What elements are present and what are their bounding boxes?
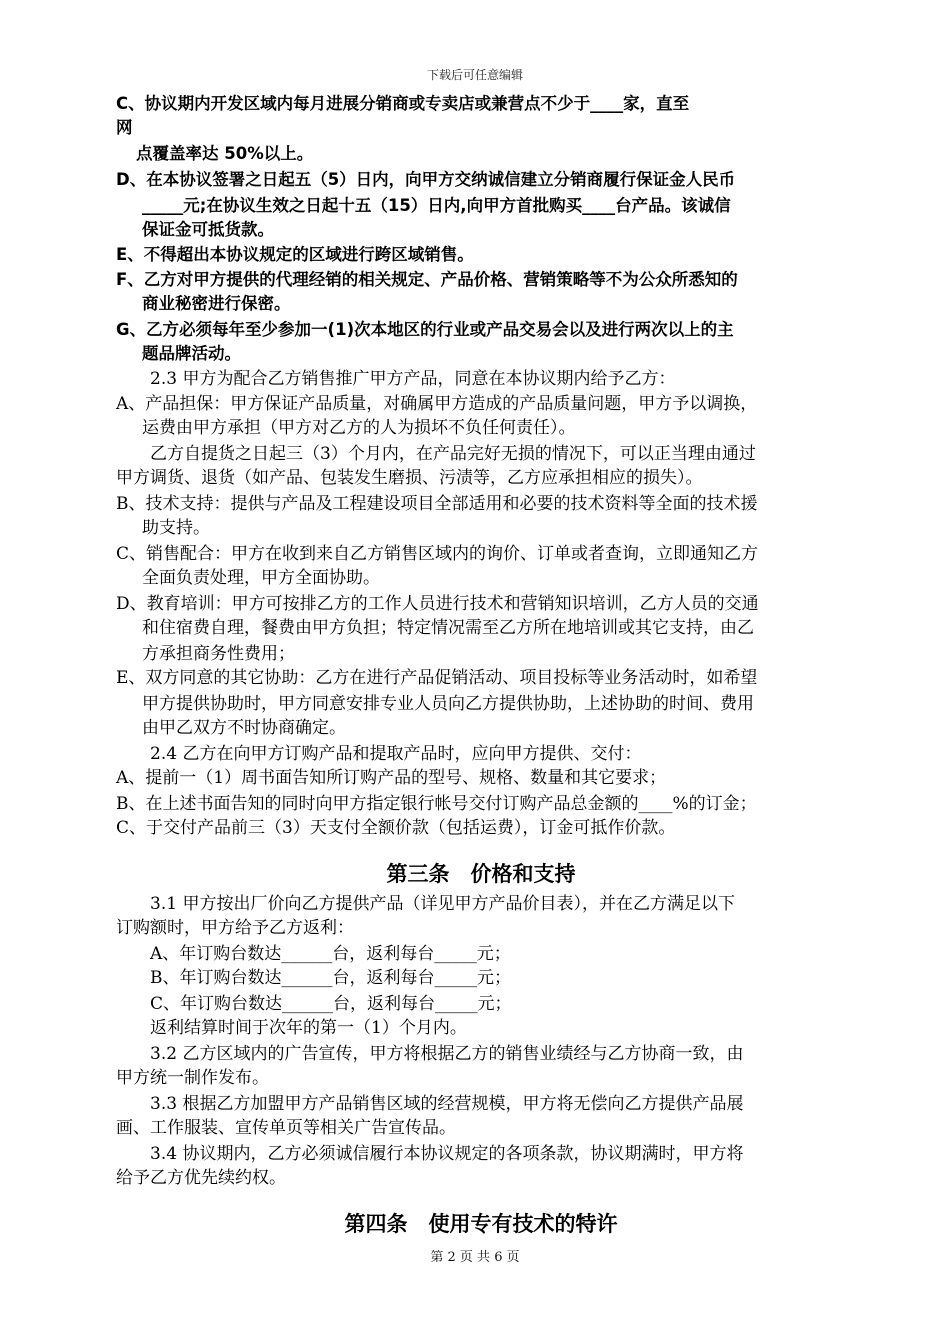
item-2-4-b: B、在上述书面告知的同时向甲方指定银行帐号交付订购产品总金额的____%的订金； bbox=[116, 794, 757, 814]
clause-f-line-1: F、乙方对甲方提供的代理经销的相关规定、产品价格、营销策略等不为公众所悉知的 bbox=[116, 270, 738, 289]
item-d-line-1: D、教育培训：甲方可按排乙方的工作人员进行技术和营销知识培训，乙方人员的交通 bbox=[116, 594, 759, 614]
item-e-line-1: E、双方同意的其它协助：乙方在进行产品促销活动、项目投标等业务活动时，如希望 bbox=[116, 668, 758, 688]
clause-f-line-2: 商业秘密进行保密。 bbox=[142, 294, 291, 313]
item-2-4-a: A、提前一（1）周书面告知所订购产品的型号、规格、数量和其它要求； bbox=[116, 768, 667, 788]
clause-d-line-1: D、在本协议签署之日起五（5）日内，向甲方交纳诚信建立分销商履行保证金人民币 bbox=[116, 170, 736, 189]
section-3-2-line-1: 3.2 乙方区域内的广告宣传，甲方将根据乙方的销售业绩经与乙方协商一致，由 bbox=[150, 1044, 744, 1064]
item-e-line-2: 甲方提供协助时，甲方同意安排专业人员向乙方提供协助，上述协助的时间、费用 bbox=[142, 694, 754, 714]
item-b-line-2: 助支持。 bbox=[142, 518, 210, 538]
section-3-4-line-2: 给予乙方优先续约权。 bbox=[116, 1168, 286, 1188]
clause-d-line-3: 保证金可抵货款。 bbox=[142, 220, 274, 239]
item-e-line-3: 由甲乙双方不时协商确定。 bbox=[142, 718, 346, 738]
section-3-1-line-2: 订购额时，甲方给予乙方返利： bbox=[116, 918, 354, 938]
item-a-line-4: 甲方调货、退货（如产品、包装发生磨损、污渍等，乙方应承担相应的损失）。 bbox=[116, 468, 703, 488]
rebate-tier-b: B、年订购台数达______台，返利每台_____元； bbox=[150, 968, 511, 988]
section-3-1-line-1: 3.1 甲方按出厂价向乙方提供产品（详见甲方产品价目表），并在乙方满足以下 bbox=[150, 894, 735, 914]
section-2-3-intro: 2.3 甲方为配合乙方销售推广甲方产品，同意在本协议期内给予乙方： bbox=[150, 369, 676, 389]
item-d-line-3: 方承担商务性费用； bbox=[142, 644, 295, 664]
rebate-tier-a: A、年订购台数达______台，返利每台_____元； bbox=[150, 944, 511, 964]
rebate-settlement: 返利结算时间于次年的第一（1）个月内。 bbox=[150, 1018, 467, 1038]
clause-e-line-1: E、不得超出本协议规定的区域进行跨区域销售。 bbox=[116, 245, 474, 264]
clause-d-line-2: _____元;在协议生效之日起十五（15）日内,向甲方首批购买____台产品。该诚信 bbox=[142, 196, 731, 215]
article-4-heading: 第四条 使用专有技术的特许 bbox=[344, 1212, 618, 1236]
item-d-line-2: 和住宿费自理，餐费由甲方负担；特定情况需至乙方所在地培训或其它支持，由乙 bbox=[142, 618, 754, 638]
section-2-4-intro: 2.4 乙方在向甲方订购产品和提取产品时，应向甲方提供、交付： bbox=[150, 744, 642, 764]
page-header: 下载后可任意编辑 bbox=[426, 68, 523, 82]
section-3-2-line-2: 甲方统一制作发布。 bbox=[116, 1068, 269, 1088]
clause-g-line-1: G、乙方必须每年至少参加一(1)次本地区的行业或产品交易会以及进行两次以上的主 bbox=[116, 320, 734, 339]
clause-c-line-1: C、协议期内开发区域内每月进展分销商或专卖店或兼营点不少于____家，直至 bbox=[116, 94, 690, 113]
section-3-4-line-1: 3.4 协议期内，乙方必须诚信履行本协议规定的各项条款，协议期满时，甲方将 bbox=[150, 1144, 744, 1164]
clause-g-line-2: 题品牌活动。 bbox=[142, 344, 241, 363]
clause-c-line-2: 网 bbox=[116, 118, 133, 137]
item-b-line-1: B、技术支持：提供与产品及工程建设项目全部适用和必要的技术资料等全面的技术援 bbox=[116, 494, 758, 514]
item-a-line-1: A、产品担保：甲方保证产品质量，对确属甲方造成的产品质量问题，甲方予以调换， bbox=[116, 394, 758, 414]
page-footer: 第 2 页 共 6 页 bbox=[430, 1250, 520, 1265]
section-3-3-line-2: 画、工作服装、宣传单页等相关广告宣传品。 bbox=[116, 1118, 456, 1138]
article-3-heading: 第三条 价格和支持 bbox=[386, 862, 576, 886]
item-a-line-2: 运费由甲方承担（甲方对乙方的人为损坏不负任何责任）。 bbox=[142, 418, 576, 438]
item-2-4-c: C、于交付产品前三（3）天支付全额价款（包括运费），订金可抵作价款。 bbox=[116, 818, 676, 838]
item-a-line-3: 乙方自提货之日起三（3）个月内，在产品完好无损的情况下，可以正当理由通过 bbox=[150, 444, 756, 464]
rebate-tier-c: C、年订购台数达______台，返利每台_____元； bbox=[150, 994, 512, 1014]
item-c-line-2: 全面负责处理，甲方全面协助。 bbox=[142, 568, 380, 588]
item-c-line-1: C、销售配合：甲方在收到来自乙方销售区域内的询价、订单或者查询，立即通知乙方 bbox=[116, 544, 759, 564]
section-3-3-line-1: 3.3 根据乙方加盟甲方产品销售区域的经营规模，甲方将无偿向乙方提供产品展 bbox=[150, 1094, 744, 1114]
clause-c-line-3: 点覆盖率达 50%以上。 bbox=[136, 144, 314, 163]
